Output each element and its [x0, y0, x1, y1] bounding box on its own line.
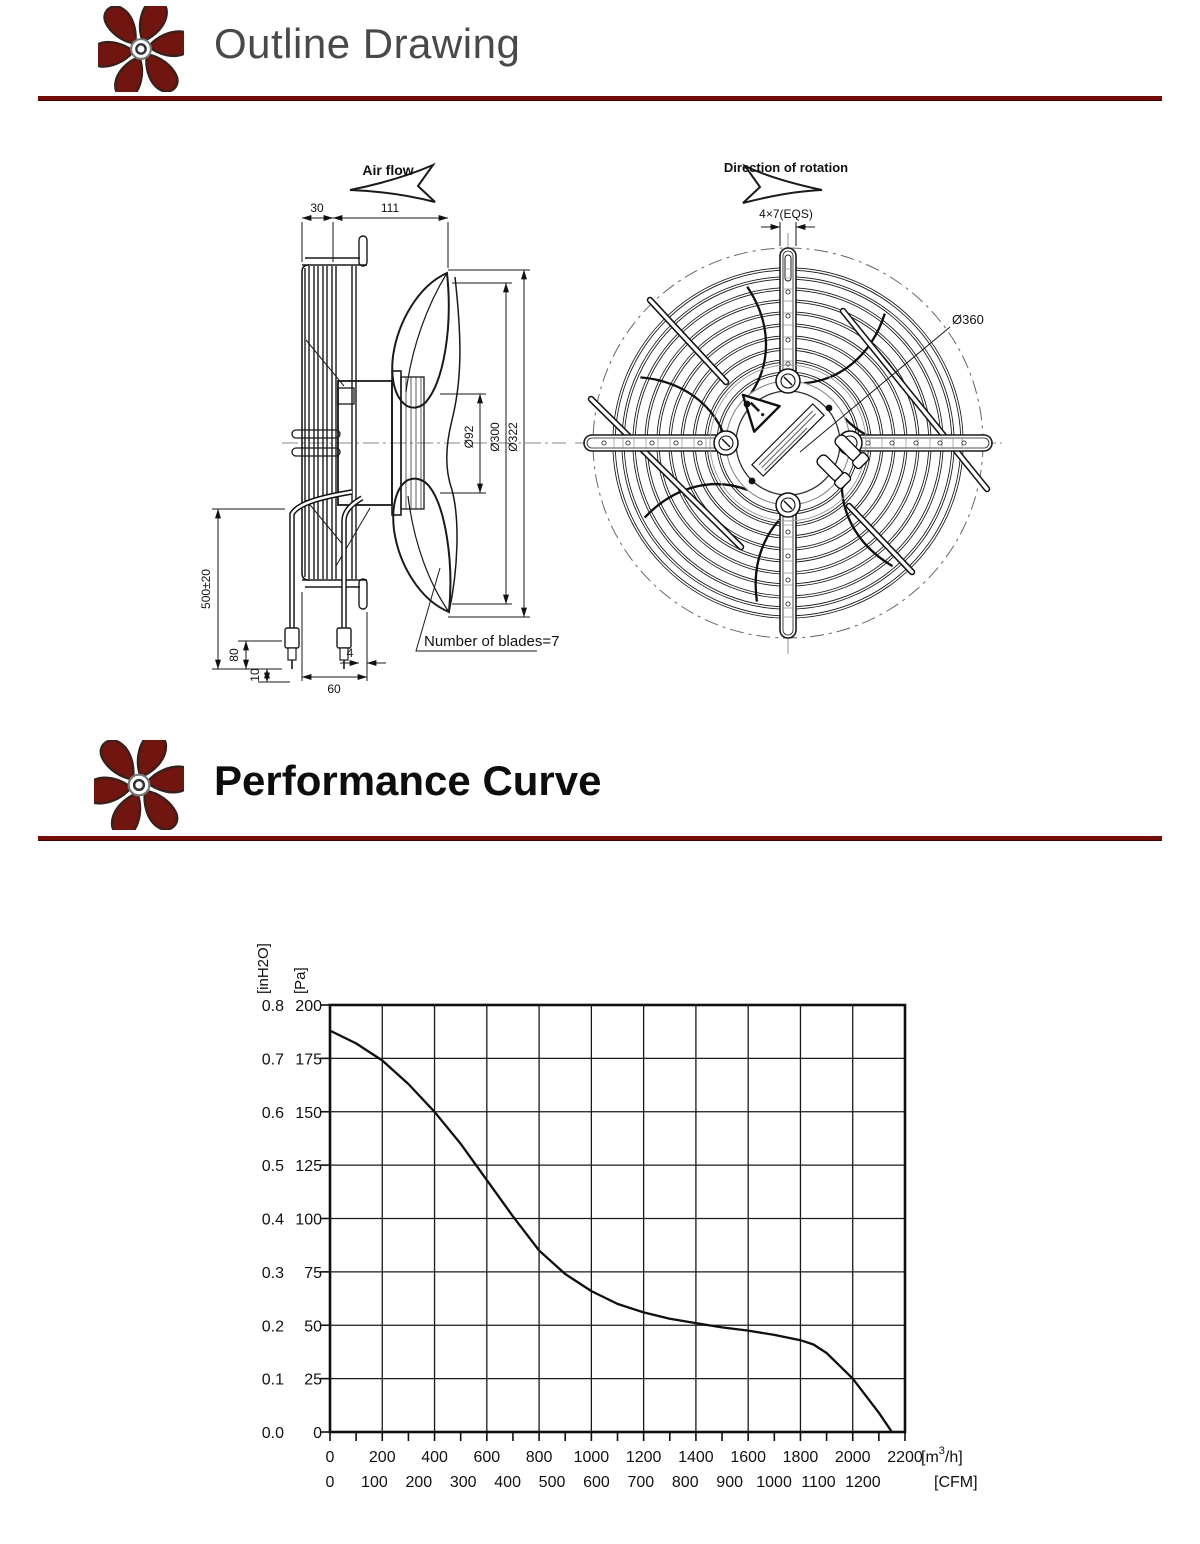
rotation-label: Direction of rotation [723, 160, 849, 175]
performance-chart [0, 900, 1200, 1540]
x-tick-label-cfm: 1000 [756, 1474, 792, 1491]
section-title-outline-drawing: Outline Drawing [214, 20, 521, 67]
blade-edge [741, 504, 816, 602]
fan-logo-icon-2 [94, 740, 184, 830]
x-tick-label-cfm: 200 [405, 1474, 433, 1491]
outline-drawing-figure [0, 130, 1200, 730]
x-tick-label-m3h: 0 [325, 1449, 335, 1466]
dim-d300: Ø300 [488, 422, 502, 452]
y-tick-label-pa: 75 [304, 1264, 322, 1282]
x-tick-label-cfm: 400 [494, 1474, 521, 1491]
front-view [575, 160, 1002, 657]
performance-curve [330, 1031, 892, 1432]
hub-assembly [710, 365, 870, 521]
x-tick-label-cfm: 1200 [845, 1474, 881, 1491]
dim-10: 10 [248, 668, 262, 682]
x-tick-label-cfm: 100 [361, 1474, 388, 1491]
dim-d322: Ø322 [506, 422, 520, 452]
x-tick-label-cfm: 0 [325, 1474, 335, 1491]
y-tick-label-pa: 175 [295, 1051, 322, 1069]
y-tick-label-inh2o: 0.2 [261, 1318, 284, 1336]
x-tick-label-m3h: 800 [525, 1449, 553, 1466]
section-divider-rule-2 [38, 836, 1162, 841]
dim-60: 60 [327, 682, 341, 696]
side-view [199, 162, 566, 696]
y-tick-label-pa: 125 [295, 1158, 322, 1176]
x-tick-label-cfm: 900 [716, 1474, 744, 1491]
y-tick-label-inh2o: 0.0 [261, 1425, 284, 1442]
x-tick-label-m3h: 400 [421, 1449, 448, 1466]
blades-note: Number of blades=7 [424, 633, 560, 650]
dim-4: 4 [346, 646, 354, 660]
y-axis-label-pa: [Pa] [292, 967, 309, 994]
dim-111: 111 [380, 201, 400, 215]
x-tick-label-cfm: 1100 [801, 1474, 836, 1491]
x-unit-m3h: $[m^3/h]$ [921, 1445, 963, 1466]
dim-30: 30 [310, 201, 324, 215]
y-tick-label-pa: 50 [304, 1318, 322, 1336]
x-tick-label-m3h: 1400 [678, 1449, 714, 1466]
y-tick-label-pa: 150 [295, 1104, 322, 1122]
x-tick-label-m3h: 1600 [730, 1449, 766, 1466]
dim-80: 80 [227, 648, 241, 662]
y-tick-label-inh2o: 0.1 [261, 1371, 284, 1389]
x-tick-label-cfm: 600 [583, 1474, 610, 1491]
x-tick-label-m3h: 2200 [887, 1449, 923, 1466]
x-tick-label-m3h: 1800 [782, 1449, 819, 1466]
y-tick-label-pa: 0 [313, 1425, 322, 1442]
y-tick-label-inh2o: 0.5 [261, 1158, 284, 1176]
y-tick-label-inh2o: 0.8 [261, 998, 284, 1015]
x-tick-label-m3h: 2000 [834, 1449, 871, 1466]
dim-d360: Ø360 [952, 312, 984, 327]
x-unit-cfm: [CFM] [934, 1474, 978, 1491]
x-tick-label-cfm: 300 [449, 1474, 477, 1491]
y-axis-label-inh2o: [inH2O] [255, 943, 272, 994]
y-tick-label-inh2o: 0.3 [261, 1264, 284, 1282]
y-tick-label-pa: 200 [295, 998, 322, 1015]
y-tick-label-pa: 25 [304, 1371, 322, 1389]
x-tick-label-cfm: 800 [671, 1474, 699, 1491]
y-tick-label-inh2o: 0.6 [261, 1104, 284, 1122]
impeller-blade-profile [392, 273, 460, 612]
y-tick-label-pa: 100 [295, 1211, 322, 1229]
side-view-labels [199, 162, 560, 696]
x-tick-label-m3h: 200 [368, 1449, 396, 1466]
x-tick-label-cfm: 500 [538, 1474, 566, 1491]
fan-logo-icon [98, 6, 184, 92]
x-tick-label-m3h: 1000 [573, 1449, 610, 1466]
section-title-performance-curve: Performance Curve [214, 757, 602, 804]
y-tick-label-inh2o: 0.4 [261, 1211, 284, 1229]
air-flow-label: Air flow [362, 162, 414, 178]
slot-dim-label: 4×7(EQS) [759, 207, 813, 221]
x-tick-label-m3h: 600 [473, 1449, 501, 1466]
dim-500: 500±20 [199, 569, 213, 609]
guard-basket [302, 236, 367, 609]
dim-d92: Ø92 [462, 425, 476, 449]
x-tick-label-cfm: 700 [627, 1474, 655, 1491]
section-divider-rule [38, 96, 1162, 101]
x-tick-label-m3h: 1200 [625, 1449, 662, 1466]
y-tick-label-inh2o: 0.7 [261, 1051, 284, 1069]
